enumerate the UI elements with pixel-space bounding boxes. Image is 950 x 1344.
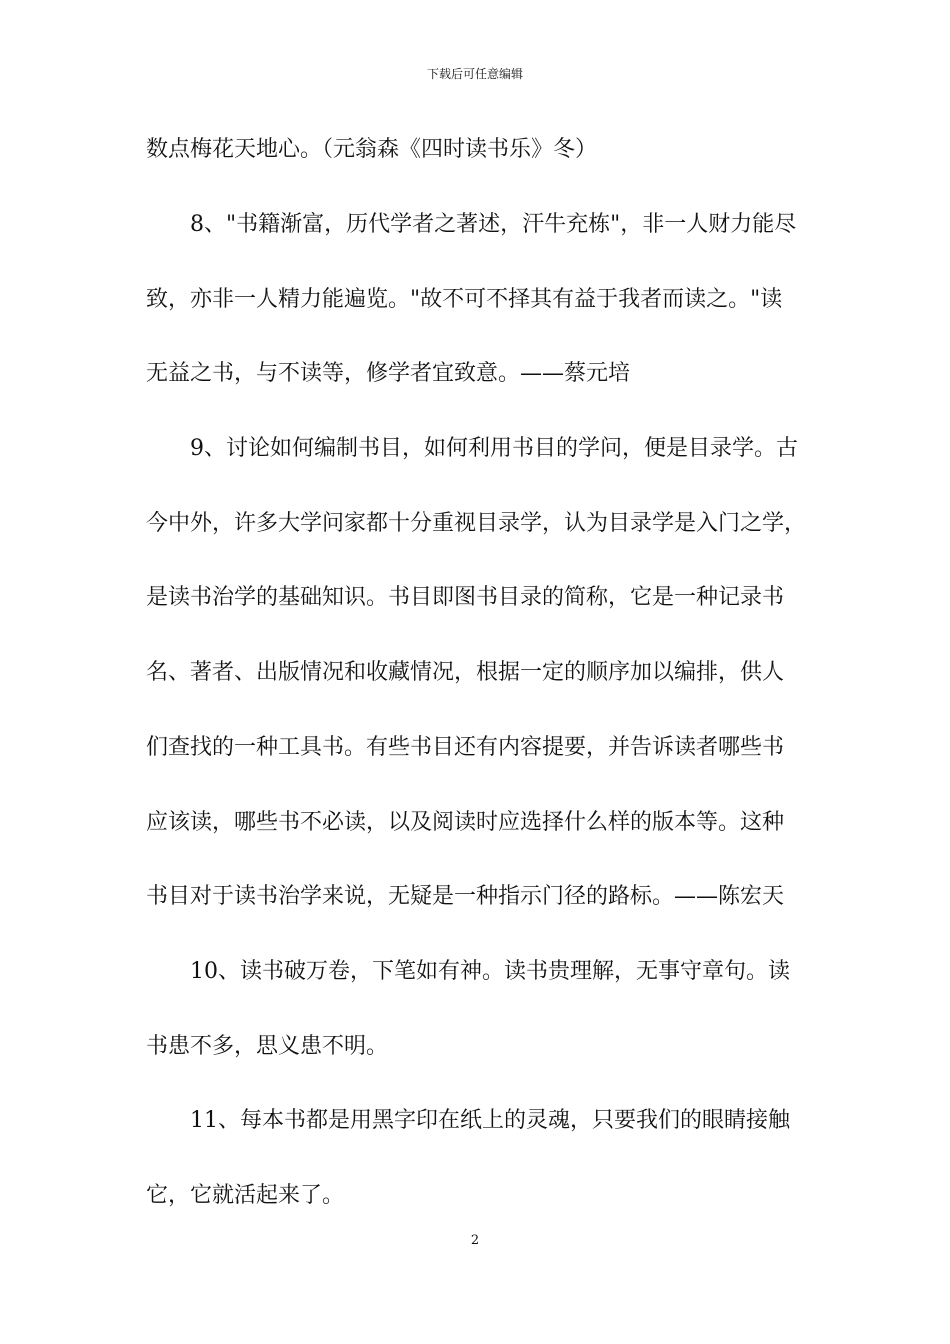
text-line: 书患不多，思义患不明。	[146, 1034, 389, 1059]
text-line: 数点梅花天地心。（元翁森《四时读书乐》冬）	[146, 137, 598, 162]
text-line: 它，它就活起来了。	[146, 1183, 345, 1208]
text-line: 们查找的一种工具书。有些书目还有内容提要，并告诉读者哪些书	[146, 735, 785, 760]
text-line: 9、讨论如何编制书目，如何利用书目的学问，便是目录学。古	[190, 436, 798, 461]
page-header: 下载后可任意编辑	[426, 67, 523, 81]
text-line: 应该读，哪些书不必读，以及阅读时应选择什么样的版本等。这种	[146, 810, 785, 835]
page-number: 2	[470, 1233, 480, 1248]
text-line: 名、著者、出版情况和收藏情况，根据一定的顺序加以编排，供人	[146, 660, 785, 685]
text-line: 致，亦非一人精力能遍览。"故不可不择其有益于我者而读之。"读	[146, 287, 783, 312]
text-line: 无益之书，与不读等，修学者宜致意。——蔡元培	[146, 361, 631, 386]
text-line: 10、读书破万卷，下笔如有神。读书贵理解，无事守章句。读	[190, 959, 790, 984]
text-line: 8、"书籍渐富，历代学者之著述，汗牛充栋"，非一人财力能尽	[190, 212, 797, 237]
text-line: 今中外，许多大学问家都十分重视目录学，认为目录学是入门之学，	[146, 511, 807, 536]
text-line: 11、每本书都是用黑字印在纸上的灵魂，只要我们的眼睛接触	[190, 1108, 790, 1133]
text-line: 是读书治学的基础知识。书目即图书目录的简称，它是一种记录书	[146, 585, 785, 610]
text-line: 书目对于读书治学来说，无疑是一种指示门径的路标。——陈宏天	[146, 884, 785, 909]
